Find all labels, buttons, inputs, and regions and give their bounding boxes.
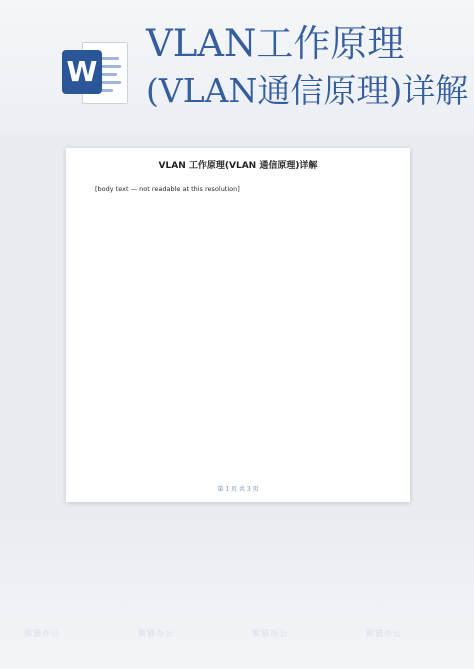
watermark: 熊猫办公 [24,629,60,638]
document-title: VLAN 工作原理(VLAN 通信原理)详解 [158,161,318,171]
watermark: 熊猫办公 [366,629,402,638]
page-footer: 第 1 页 共 3 页 [217,486,259,493]
watermark: 熊猫办公 [252,629,288,638]
document-page [66,148,410,502]
watermark: 熊猫办公 [138,629,174,638]
banner [0,0,474,132]
document-body: [body text — not readable at this resolution] [95,185,240,193]
word-badge: W [62,50,102,94]
banner-title-line-2: (VLAN通信原理)详解 [146,71,469,110]
banner-title-line-1: VLAN工作原理 [146,22,405,65]
bottom-background [0,520,474,669]
word-app-icon [62,36,126,108]
